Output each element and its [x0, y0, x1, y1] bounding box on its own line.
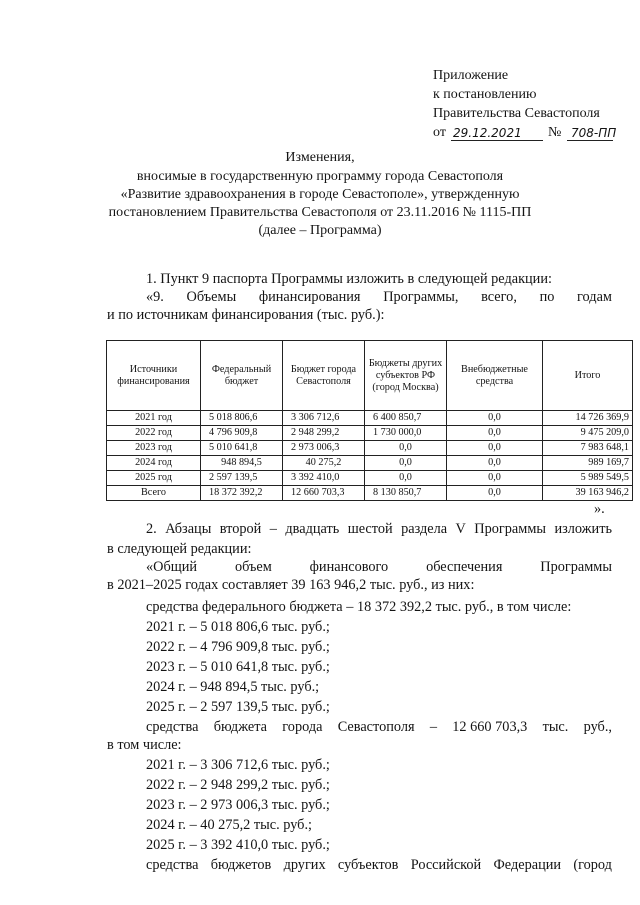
city-year-line: 2022 г. – 2 948 299,2 тыс. руб.; — [146, 777, 330, 793]
para2-word: Абзацы — [165, 521, 212, 537]
table-row — [107, 471, 633, 486]
table-cell: 2024 год — [107, 456, 201, 471]
table-cell: 4 796 909,8 — [201, 426, 283, 441]
appendix-line-1: Приложение — [433, 68, 509, 83]
city-intro-word: города — [282, 719, 323, 735]
para2-word: финансового — [309, 559, 389, 575]
city-intro-word: средства — [146, 719, 199, 735]
table-cell: 948 894,5 — [201, 456, 283, 471]
other-intro-word: Федерации — [493, 857, 562, 873]
appendix-line-3: Правительства Севастополя — [433, 106, 600, 121]
table-cell: 2022 год — [107, 426, 201, 441]
appendix-from-label: от — [433, 125, 446, 140]
para2-word: раздела — [401, 521, 448, 537]
table-cell: 40 275,2 — [283, 456, 365, 471]
city-intro — [146, 719, 612, 736]
table-closing-quote: ». — [594, 501, 605, 517]
table-cell: Всего — [107, 486, 201, 501]
table-cell: 6 400 850,7 — [365, 411, 447, 426]
table-row — [107, 426, 633, 441]
other-intro-word: (город — [573, 857, 612, 873]
para1-line-1: 1. Пункт 9 паспорта Программы изложить в следующей редакции: — [146, 271, 552, 287]
table-cell: 14 726 369,9 — [543, 411, 633, 426]
federal-year-line: 2025 г. – 2 597 139,5 тыс. руб.; — [146, 699, 330, 715]
appendix-date: 29.12.2021 — [453, 126, 522, 140]
table-cell: 0,0 — [447, 441, 543, 456]
para2-line-2: в следующей редакции: — [107, 541, 252, 557]
para2-line-3 — [146, 559, 612, 576]
table-cell: 0,0 — [447, 411, 543, 426]
title-line-5: (далее – Программа) — [258, 223, 382, 238]
para2-word: изложить — [554, 521, 612, 537]
table-cell: 8 130 850,7 — [365, 486, 447, 501]
table-header-cell: Итого — [543, 341, 633, 411]
other-intro-word: других — [283, 857, 326, 873]
table-cell: 5 989 549,5 — [543, 471, 633, 486]
table-header-cell: Внебюджетные средства — [447, 341, 543, 411]
city-intro-word: руб., — [583, 719, 612, 735]
city-year-line: 2024 г. – 40 275,2 тыс. руб.; — [146, 817, 312, 833]
appendix-line-2: к постановлению — [433, 87, 537, 102]
table-cell: 0,0 — [447, 426, 543, 441]
table-cell: 2021 год — [107, 411, 201, 426]
para2-word: – — [269, 521, 277, 537]
para1-word: финансирования — [258, 289, 361, 305]
table-cell: 989 169,7 — [543, 456, 633, 471]
table-cell: 3 306 712,6 — [283, 411, 365, 426]
para1-word: Программы, — [383, 289, 459, 305]
table-cell: 2 973 006,3 — [283, 441, 365, 456]
other-intro-word: бюджетов — [210, 857, 272, 873]
table-cell: 5 010 641,8 — [201, 441, 283, 456]
city-intro-word: 12 660 703,3 — [452, 719, 528, 735]
para2-word: двадцать — [285, 521, 340, 537]
city-year-line: 2023 г. – 2 973 006,3 тыс. руб.; — [146, 797, 330, 813]
other-intro-word: Российской — [410, 857, 482, 873]
city-year-line: 2021 г. – 3 306 712,6 тыс. руб.; — [146, 757, 330, 773]
table-cell: 9 475 209,0 — [543, 426, 633, 441]
table-cell: 12 660 703,3 — [283, 486, 365, 501]
para2-word: объем — [234, 559, 272, 575]
federal-year-line: 2021 г. – 5 018 806,6 тыс. руб.; — [146, 619, 330, 635]
table-cell: 0,0 — [447, 486, 543, 501]
para1-line-3: и по источникам финансирования (тыс. руб.): — [107, 307, 385, 323]
table-header-cell: Федеральный бюджет — [201, 341, 283, 411]
table-row — [107, 441, 633, 456]
table-header-row — [107, 341, 633, 411]
table-cell: 3 392 410,0 — [283, 471, 365, 486]
city-year-line: 2025 г. – 3 392 410,0 тыс. руб.; — [146, 837, 330, 853]
para2-word: обеспечения — [426, 559, 503, 575]
table-cell: 1 730 000,0 — [365, 426, 447, 441]
title-line-4: постановлением Правительства Севастополя от 23.11.2016 № 1115-ПП — [108, 205, 532, 220]
other-intro-word: субъектов — [337, 857, 399, 873]
appendix-date-line — [433, 121, 617, 143]
federal-year-line: 2023 г. – 5 010 641,8 тыс. руб.; — [146, 659, 330, 675]
table-row — [107, 456, 633, 471]
para2-word: V — [455, 521, 466, 537]
para2-word: Программы — [540, 559, 612, 575]
number-underline — [567, 140, 613, 141]
table-cell: 2 597 139,5 — [201, 471, 283, 486]
appendix-number: 708-ПП — [571, 126, 617, 140]
table-cell: 2023 год — [107, 441, 201, 456]
title-line-3: «Развитие здравоохранения в городе Севастополе», утвержденную — [120, 187, 520, 202]
other-intro — [146, 857, 612, 874]
federal-intro: средства федерального бюджета – 18 372 392,2 тыс. руб., в том числе: — [146, 599, 572, 615]
table-cell: 18 372 392,2 — [201, 486, 283, 501]
appendix-number-label: № — [548, 125, 562, 140]
table-header-cell: Бюджет города Севастополя — [283, 341, 365, 411]
para2-word: шестой — [347, 521, 393, 537]
para2-word: Программы — [474, 521, 546, 537]
para1-word: по — [539, 289, 555, 305]
para2-line-1 — [146, 521, 612, 538]
para1-word: всего, — [481, 289, 517, 305]
title-line-2: вносимые в государственную программу города Севастополя — [136, 169, 504, 184]
city-intro-word: Севастополя — [337, 719, 415, 735]
para1-word: годам — [577, 289, 612, 305]
para1-line-2 — [146, 289, 612, 306]
table-cell: 0,0 — [447, 471, 543, 486]
city-intro-word: тыс. — [542, 719, 569, 735]
date-underline — [451, 140, 543, 141]
table-header-cell: Источники финансирования — [107, 341, 201, 411]
para2-word: 2. — [146, 521, 157, 537]
para2-line-4: в 2021–2025 годах составляет 39 163 946,2 тыс. руб., из них: — [107, 577, 475, 593]
para2-word: «Общий — [146, 559, 198, 575]
para2-word: второй — [219, 521, 262, 537]
para1-word: Объемы — [186, 289, 237, 305]
city-intro-word: – — [429, 719, 437, 735]
table-row — [107, 411, 633, 426]
federal-year-line: 2024 г. – 948 894,5 тыс. руб.; — [146, 679, 320, 695]
table-cell: 0,0 — [365, 456, 447, 471]
table-cell: 2025 год — [107, 471, 201, 486]
title-line-1: Изменения, — [285, 150, 355, 165]
city-intro-word: бюджета — [213, 719, 268, 735]
table-cell: 0,0 — [447, 456, 543, 471]
para1-word: «9. — [146, 289, 164, 305]
table-total-row — [107, 486, 633, 501]
federal-year-line: 2022 г. – 4 796 909,8 тыс. руб.; — [146, 639, 330, 655]
table-cell: 0,0 — [365, 441, 447, 456]
table-cell: 0,0 — [365, 471, 447, 486]
table-cell: 2 948 299,2 — [283, 426, 365, 441]
city-intro-cont: в том числе: — [107, 737, 182, 753]
financing-table — [106, 340, 633, 501]
table-cell: 39 163 946,2 — [543, 486, 633, 501]
table-cell: 7 983 648,1 — [543, 441, 633, 456]
other-intro-word: средства — [146, 857, 199, 873]
table-header-cell: Бюджеты других субъектов РФ (город Москва) — [365, 341, 447, 411]
table-cell: 5 018 806,6 — [201, 411, 283, 426]
